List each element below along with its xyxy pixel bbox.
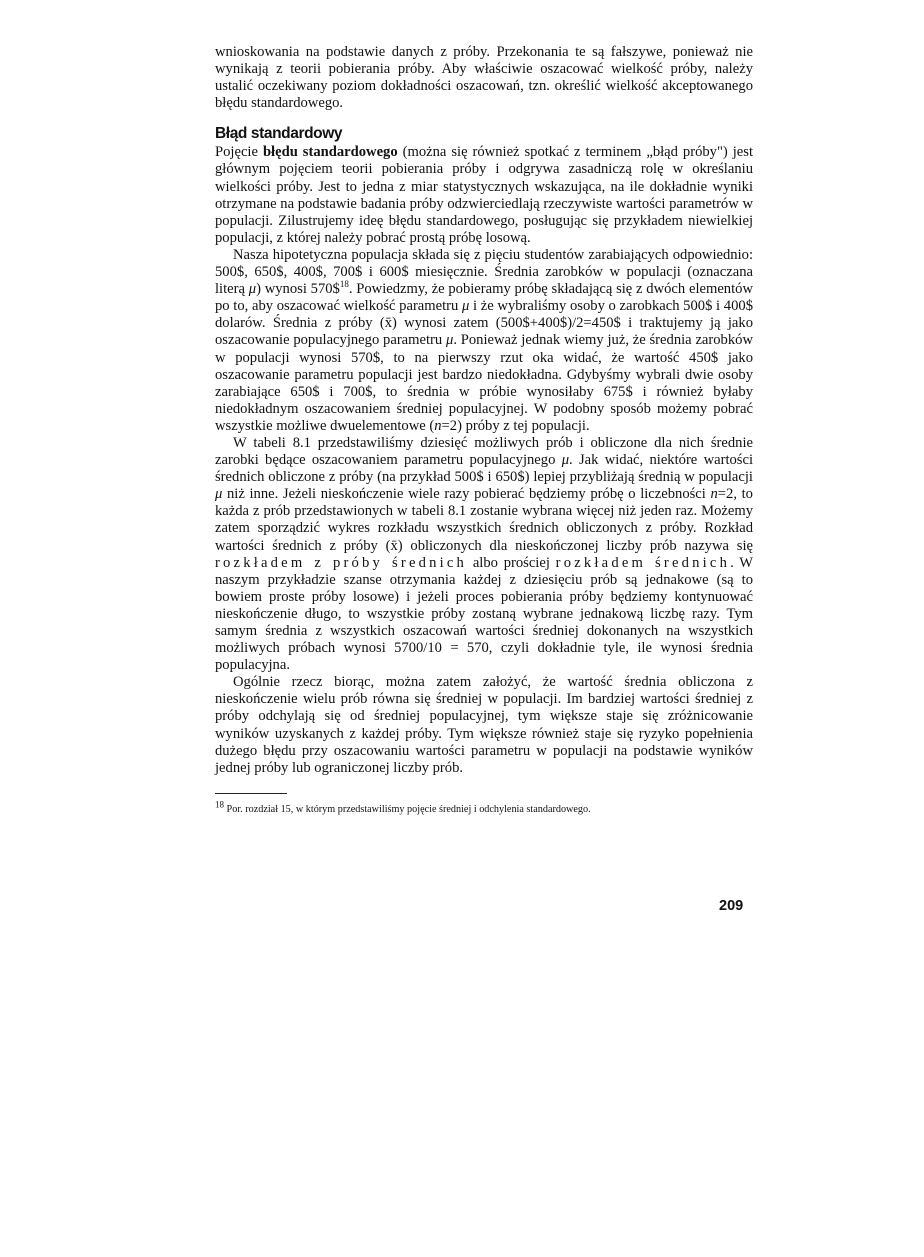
p3-d: =2, to każda z prób przedstawionych w tabeli 8.1 zostanie wybrana więcej niż jeden raz. Możemy zatem sporządzić wykres rozkładu wszystkich średnich obliczonych z próby. Rozkład wartości średnich z próby (x̄) obliczonych dla nieskończonej liczby prób nazywa się — [215, 486, 753, 554]
paragraph-standard-error-definition — [215, 144, 753, 247]
footnote-ref: 18 — [339, 279, 349, 290]
p2-b: ) wynosi 570$ — [256, 281, 340, 298]
symbol-mu: μ — [215, 486, 223, 503]
term-sampling-distribution-of-means: rozkładem z próby średnich — [215, 554, 468, 571]
symbol-mu: μ — [561, 452, 570, 469]
symbol-n: n — [434, 417, 442, 434]
p3-b: . Jak widać, niektóre wartości średnich obliczone z próby (na przykład 500$ i 650$) lepiej przybliżają średnią w populacji — [215, 452, 754, 486]
paragraph-sampling-distribution — [215, 435, 753, 674]
footnote-text: Por. rozdział 15, w którym przedstawiliśmy pojęcie średniej i odchylenia standardowego. — [226, 803, 591, 815]
intro-paragraph: wnioskowania na podstawie danych z próby. Przekonania te są fałszywe, ponieważ nie wynikają z teorii pobierania próby. Aby właściwie oszacować wielkość próby, należy ustalić oczekiwany poziom dokładności oszacowań, tzn. określić wielkość akceptowanego błędu standardowego. — [215, 44, 753, 112]
footnote-divider — [215, 793, 287, 794]
footnote-mark: 18 — [215, 799, 224, 810]
p3-e: albo prościej — [472, 554, 550, 571]
p1-rest: (można się również spotkać z terminem „błąd próby") jest głównym pojęciem teorii pobierania próby i odgrywa zasadniczą rolę w określaniu wielkości próby. Jest to jedna z miar statystycznych wskazująca, na ile dokładnie wyniki otrzymane na podstawie badania próby odzwierciedlają rzeczywiste wartości parametrów w populacji. Zilustrujemy ideę błędu standardowego, posługując się przykładem niewielkiej populacji, z której należy pobrać prostą próbę losową. — [215, 144, 753, 246]
page-number: 209 — [719, 898, 744, 914]
section-heading: Błąd standardowy — [215, 125, 343, 143]
paragraph-conclusion: Ogólnie rzecz biorąc, można zatem założyć, że wartość średnia obliczona z nieskończenie wielu prób równa się średniej w populacji. Im bardziej wartości średniej z próby odchylają się od średniej populacyjnej, tym większe staje się zróżnicowanie wyników uzyskanych z każdej próby. Tym większe również staje się ryzyko popełnienia dużego błędu przy oszacowaniu wartości parametru w populacji na podstawie wyników jednej próby lub ograniczonej liczby prób. — [215, 674, 753, 776]
symbol-mu: μ — [446, 332, 454, 349]
paragraph-hypothetical-population — [215, 247, 753, 435]
p3-a: W tabeli 8.1 przedstawiliśmy dziesięć możliwych prób i obliczone dla nich średnie zarobki będące oszacowaniem parametru populacyjnego — [215, 434, 753, 469]
term-distribution-of-means: rozkładem średnich — [555, 554, 731, 571]
symbol-mu: μ — [248, 281, 257, 298]
footnote — [215, 799, 753, 816]
p2-d: i że wybraliśmy osoby o zarobkach 500$ i 400$ dolarów. Średnia z próby (x̄) wynosi zatem (500$+400$)/2=450$ i traktujemy ją jako oszacowanie populacyjnego parametru — [215, 298, 753, 349]
p3-c: niż inne. Jeżeli nieskończenie wiele razy pobierać będziemy próbę o liczebności — [226, 486, 706, 503]
p2-f: =2) próby z tej populacji. — [441, 417, 590, 434]
p1-lead: Pojęcie — [215, 144, 258, 161]
p2-c: . Powiedzmy, że pobieramy próbę składającą się z dwóch elementów po to, aby oszacować wielkość parametru — [215, 281, 753, 315]
page-body — [215, 44, 753, 816]
symbol-n: n — [710, 486, 718, 503]
term-standard-error: błędu standardowego — [262, 144, 398, 161]
symbol-mu: μ — [462, 298, 470, 315]
p2-a: Nasza hipotetyczna populacja składa się z pięciu studentów zarabiających odpowiednio: 500$, 650$, 400$, 700$ i 600$ miesięcznie. Średnia zarobków w populacji (oznaczana literą — [215, 246, 753, 298]
p3-f: . W naszym przykładzie szanse otrzymania każdej z dziesięciu prób są jednakowe (są to bowiem proste próby losowe) i jeżeli proces pobierania próby będziemy kontynuować nieskończenie długo, to wszystkie próby zostaną wybrane jednakową liczbę razy. Tym samym średnia z wszystkich oszacowań wartości średniej dokonanych na wszystkich możliwych próbach wynosi 5700/10 = 570, czyli dokładnie tyle, ile wynosi średnia populacyjna. — [215, 554, 753, 674]
p2-e: . Ponieważ jednak wiemy już, że średnia zarobków w populacji wynosi 570$, to na pierwszy rzut oka widać, że wartość 450$ jako oszacowanie parametru populacji jest bardzo niedokładna. Gdybyśmy wybrali dwie osoby zarabiające 650$ i 700$, to średnia w próbie wynosiłaby 675$ i również byłaby niedokładnym oszacowaniem średniej populacyjnej. W podobny sposób możemy pobrać wszystkie możliwe dwuelementowe ( — [215, 332, 753, 434]
